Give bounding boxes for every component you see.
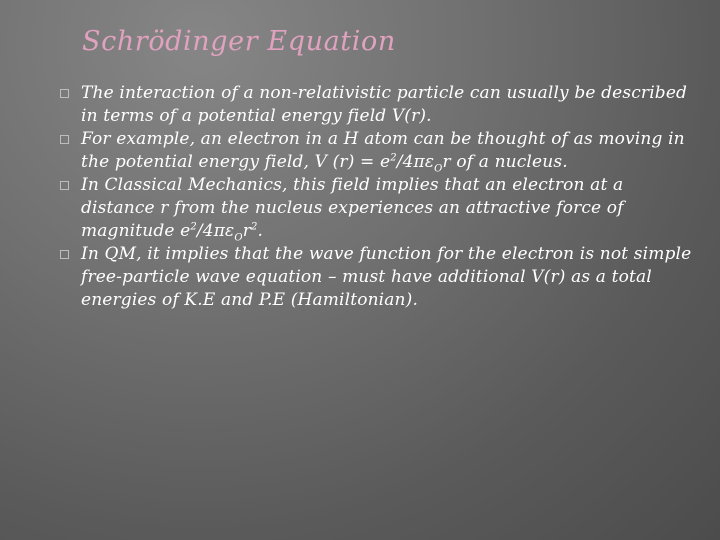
superscript: 2 (250, 221, 258, 233)
bullet-text-segment: /4πε (196, 221, 235, 241)
bullet-text-segment: For example, an electron in a H atom can be thought of as moving in the potential energy field, V (r) = e (81, 129, 685, 172)
square-bullet-icon (60, 89, 69, 98)
subscript: O (434, 163, 443, 175)
superscript: 2 (390, 152, 397, 164)
bullet-item (76, 243, 696, 312)
subscript: O (234, 232, 243, 244)
square-bullet-icon (60, 181, 69, 190)
bullet-text-segment: r (242, 221, 251, 241)
slide-title: Schrödinger Equation (82, 26, 396, 57)
square-bullet-icon (60, 135, 69, 144)
bullet-text: In QM, it implies that the wave function for the electron is not simple free-particle wave equation – must have additional V(r) as a total energies of K.E and P.E (Hamiltonian). (81, 244, 692, 310)
bullet-text-segment: r of a nucleus. (442, 152, 568, 172)
bullet-text-segment: /4πε (396, 152, 435, 172)
superscript: 2 (190, 221, 197, 233)
bullet-text-segment: In Classical Mechanics, this field implies that an electron at a distance r from the nucleus experiences an attractive force of magnitude e (81, 175, 624, 241)
bullet-item (76, 82, 696, 128)
bullet-item (76, 174, 696, 243)
bullet-text (81, 129, 685, 175)
bullet-text: The interaction of a non-relativistic particle can usually be described in terms of a potential energy field V(r). (81, 83, 688, 126)
bullet-text (81, 175, 624, 244)
bullet-item (76, 128, 696, 174)
bullet-list (76, 82, 696, 312)
bullet-text-segment: . (257, 221, 264, 241)
square-bullet-icon (60, 250, 69, 259)
